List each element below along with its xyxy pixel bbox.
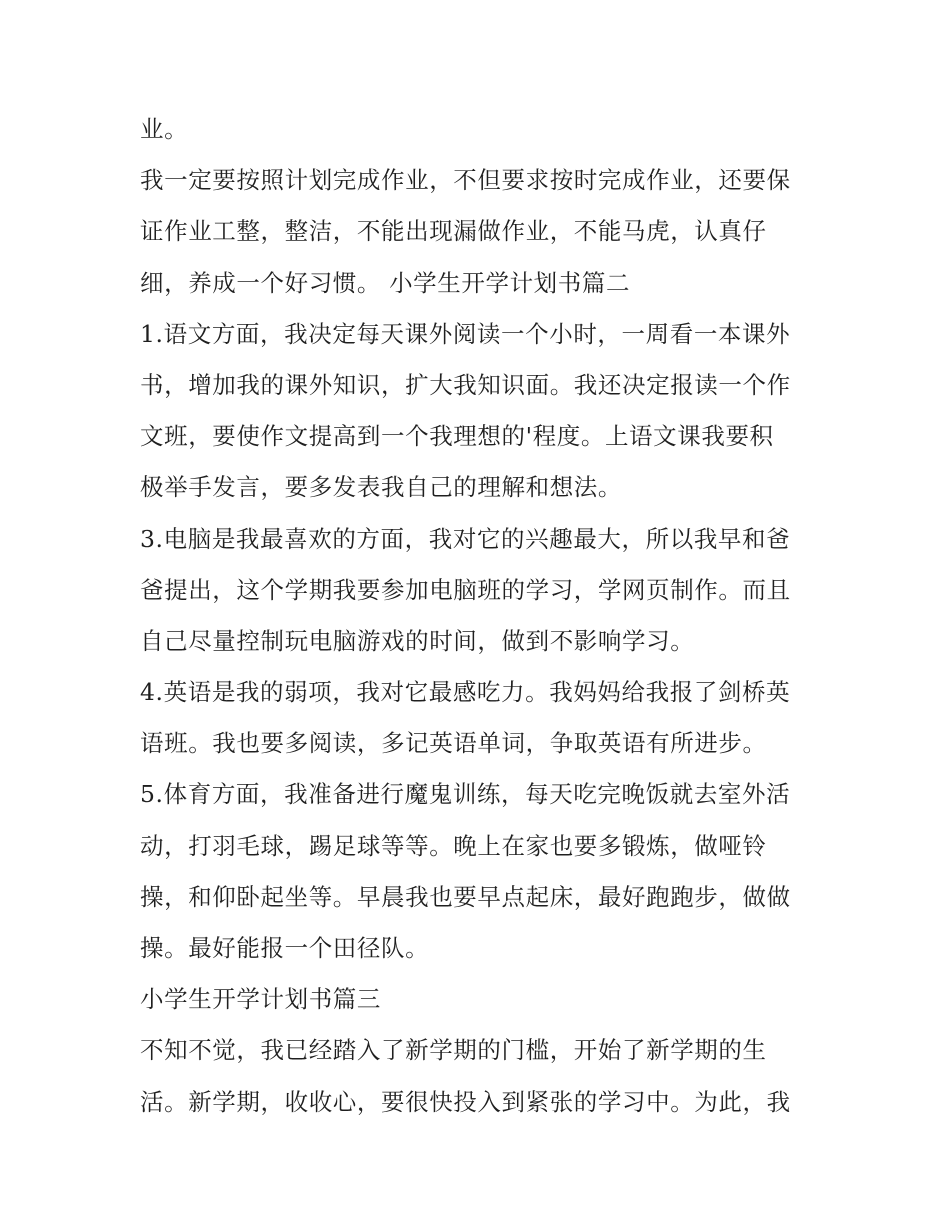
text-line: 5.体育方面，我准备进行魔鬼训练，每天吃完晚饭就去室外活 <box>140 780 791 809</box>
text-line: 1.语文方面，我决定每天课外阅读一个小时，一周看一本课外 <box>140 319 791 348</box>
text-line: 细，养成一个好习惯。 小学生开学计划书篇二 <box>140 268 631 297</box>
text-line: 4.英语是我的弱项，我对它最感吃力。我妈妈给我报了剑桥英 <box>140 678 791 707</box>
text-line: 自己尽量控制玩电脑游戏的时间，做到不影响学习。 <box>140 626 695 655</box>
text-line: 语班。我也要多阅读，多记英语单词，争取英语有所进步。 <box>140 729 767 758</box>
text-line: 爸提出，这个学期我要参加电脑班的学习，学网页制作。而且 <box>140 575 791 604</box>
text-line: 操。最好能报一个田径队。 <box>140 934 430 962</box>
text-line: 3.电脑是我最喜欢的方面，我对它的兴趣最大，所以我早和爸 <box>140 524 791 553</box>
text-line: 动，打羽毛球，踢足球等等。晚上在家也要多锻炼，做哑铃 <box>140 831 767 860</box>
text-line: 文班，要使作文提高到一个我理想的'程度。上语文课我要积 <box>140 422 774 451</box>
text-line: 业。 <box>140 115 189 143</box>
text-line: 书，增加我的课外知识，扩大我知识面。我还决定报读一个作 <box>140 370 791 399</box>
text-line: 不知不觉，我已经踏入了新学期的门槛，开始了新学期的生 <box>140 1036 767 1065</box>
text-line: 活。新学期，收收心，要很快投入到紧张的学习中。为此，我 <box>140 1087 791 1116</box>
section-heading: 小学生开学计划书篇三 <box>140 985 381 1014</box>
text-line: 操，和仰卧起坐等。早晨我也要早点起床，最好跑跑步，做做 <box>140 882 791 911</box>
text-line: 证作业工整，整洁，不能出现漏做作业，不能马虎，认真仔 <box>140 217 767 246</box>
document-body <box>140 104 820 1128</box>
text-line: 我一定要按照计划完成作业，不但要求按时完成作业，还要保 <box>140 166 791 195</box>
text-line: 极举手发言，要多发表我自己的理解和想法。 <box>140 473 622 502</box>
